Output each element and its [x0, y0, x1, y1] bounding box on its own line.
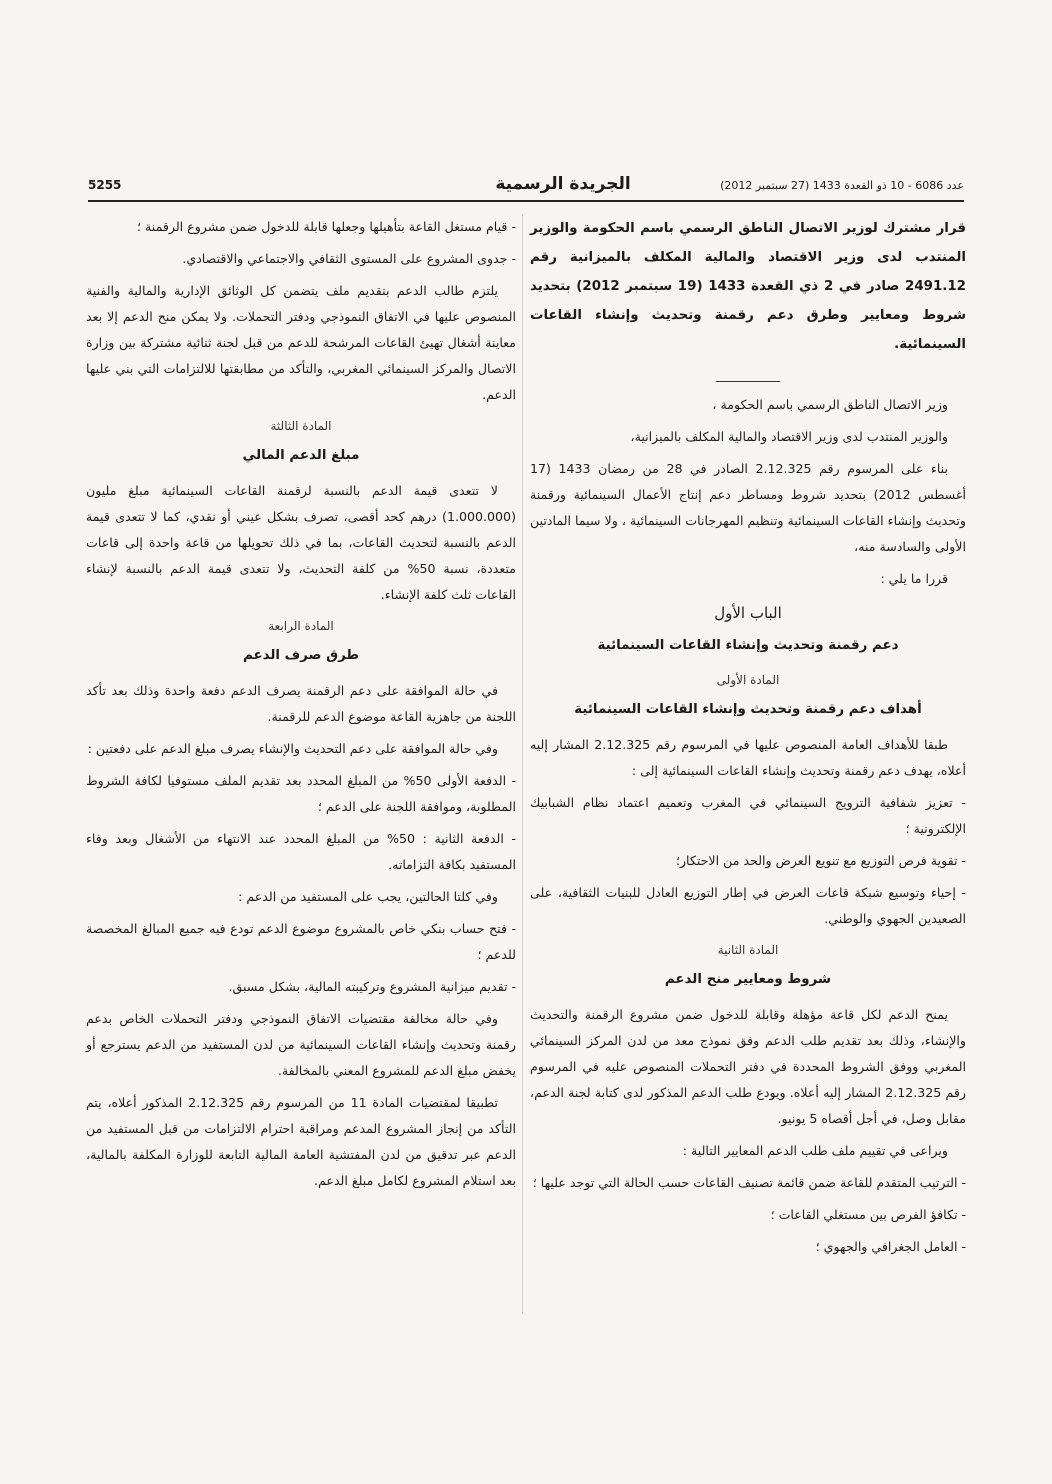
issue-info: عدد 6086 - 10 ذو القعدة 1433 (27 سبتمبر 2012) — [720, 179, 964, 192]
article-4-paragraph: تطبيقا لمقتضيات المادة 11 من المرسوم رقم 2.12.325 المذكور أعلاه، يتم التأكد من إنجاز المشروع المدعم ومراقبة احترام الالتزامات من قبل المستفيد من الدعم عبر تدقيق من لدن المفتشية العامة المالية التابعة للوزارة المكلفة بالمالية، بعد استلام المشروع لكامل مبلغ الدعم. — [86, 1095, 516, 1188]
article-1-title: أهداف دعم رقمنة وتحديث وإنشاء القاعات السينمائية — [574, 702, 922, 717]
article-3-label: المادة الثالثة — [270, 419, 332, 433]
installment-item: - الدفعة الثانية : 50% من المبلغ المحدد عند الانتهاء من الأشغال وبعد وفاء المستفيد بكافة التزاماته. — [86, 831, 516, 872]
article-1-text: طبقا للأهداف العامة المنصوص عليها في المرسوم رقم 2.12.325 المشار إليه أعلاه، يهدف دعم رقمنة وتحديث وإنشاء القاعات السينمائية إلى : — [530, 737, 966, 778]
article-4-paragraph: وفي حالة الموافقة على دعم التحديث والإنشاء يصرف مبلغ الدعم على دفعتين : — [87, 741, 498, 756]
right-column — [530, 214, 966, 1266]
journal-title: الجريدة الرسمية — [495, 174, 631, 194]
article-2-criterion: - الترتيب المتقدم للقاعة ضمن قائمة تصنيف القاعات حسب الحالة التي توجد عليها ؛ — [532, 1175, 966, 1190]
decree-title: قرار مشترك لوزير الاتصال الناطق الرسمي باسم الحكومة والوزير المنتدب لدى وزير الاقتصاد والمالية المكلف بالميزانية رقم 2491.12 صادر في 2 ذي القعدة 1433 (19 سبتمبر 2012) بتحديد شروط ومعايير وطرق دعم رقمنة وتحديث وإنشاء القاعات السينمائية. — [530, 221, 966, 352]
article-2-label: المادة الثانية — [717, 943, 779, 957]
left-column — [86, 214, 516, 1200]
obligation-item: - فتح حساب بنكي خاص بالمشروع موضوع الدعم تودع فيه جميع المبالغ المخصصة للدعم ؛ — [86, 921, 516, 962]
article-2-text: يمنح الدعم لكل قاعة مؤهلة وقابلة للدخول ضمن مشروع الرقمنة والتحديث والإنشاء، وذلك بعد تقديم طلب الدعم وفق نموذج معد من لدن المركز السينمائي المغربي ووفق الشروط المحددة في دفتر التحملات المنصوص عليه في المرسوم رقم 2.12.325 المشار إليه أعلاه. ويودع طلب الدعم المذكور لدى كتابة لجنة الدعم، مقابل وصل، في أجل أقصاه 5 يونيو. — [530, 1007, 966, 1126]
article-4-title: طرق صرف الدعم — [242, 648, 360, 663]
article-4-paragraph: وفي كلتا الحالتين، يجب على المستفيد من الدعم : — [238, 889, 498, 904]
article-3-text: لا تتعدى قيمة الدعم بالنسبة لرقمنة القاعات السينمائية مبلغ مليون (1.000.000) درهم كحد أقصى، تصرف بشكل عيني أو نقدي، كما لا تتعدى قيمة الدعم بالنسبة لتحديث القاعات، بما في ذلك تحويلها من قاعة واحدة إلى قاعات متعددة، نسبة 50% من كلفة التحديث، ولا تتعدى قيمة الدعم بالنسبة لإنشاء القاعات ثلث كلفة الإنشاء. — [86, 483, 516, 602]
minister-2: والوزير المنتدب لدى وزير الاقتصاد والمالية المكلف بالميزانية، — [630, 429, 948, 444]
article-1-item: - تقوية فرص التوزيع مع تنويع العرض والحد من الاحتكار؛ — [675, 853, 966, 868]
minister-1: وزير الاتصال الناطق الرسمي باسم الحكومة ، — [712, 397, 948, 412]
installment-item: - الدفعة الأولى 50% من المبلغ المحدد بعد تقديم الملف مستوفيا لكافة الشروط المطلوبة، وموافقة اللجنة على الدعم ؛ — [86, 773, 516, 814]
article-4-label: المادة الرابعة — [268, 619, 334, 633]
criterion-continued: - جدوى المشروع على المستوى الثقافي والاجتماعي والاقتصادي. — [182, 251, 516, 266]
commitment-paragraph: يلتزم طالب الدعم بتقديم ملف يتضمن كل الوثائق الإدارية والمالية والفنية المنصوص عليها في الاتفاق النموذجي ودفتر التحملات. ولا يمكن منح الدعم إلا بعد معاينة أشغال تهيئ القاعات المرشحة للدعم من قبل لجنة ثنائية مشتركة بين وزارة الاتصال والمركز السينمائي المغربي، والتأكد من مطابقتها للالتزامات التي بني عليها الدعم. — [86, 283, 516, 402]
bab-title: دعم رقمنة وتحديث وإنشاء القاعات السينمائية — [597, 638, 899, 653]
article-2-criterion: - تكافؤ الفرص بين مستغلي القاعات ؛ — [770, 1207, 966, 1222]
article-1-label: المادة الأولى — [716, 673, 780, 687]
column-divider — [522, 214, 523, 1314]
article-2-criterion: - العامل الجغرافي والجهوي ؛ — [815, 1239, 966, 1254]
article-2-title: شروط ومعايير منح الدعم — [664, 972, 832, 987]
bab-heading: الباب الأول — [714, 604, 782, 622]
decided-line: قررا ما يلي : — [880, 571, 948, 586]
page-number: 5255 — [88, 178, 122, 192]
separator — [716, 381, 780, 382]
article-3-title: مبلغ الدعم المالي — [242, 448, 360, 463]
obligation-item: - تقديم ميزانية المشروع وتركيبته المالية، بشكل مسبق. — [228, 979, 516, 994]
article-4-paragraph: في حالة الموافقة على دعم الرقمنة يصرف الدعم دفعة واحدة وذلك بعد تأكد اللجنة من جاهزية القاعة موضوع الدعم للرقمنة. — [86, 683, 516, 724]
preamble: بناء على المرسوم رقم 2.12.325 الصادر في 28 من رمضان 1433 (17 أغسطس 2012) بتحديد شروط ومساطر دعم إنتاج الأعمال السينمائية ورقمنة وتحديث وإنشاء القاعات السينمائية وتنظيم المهرجانات السينمائية ، ولا سيما المادتين الأولى والسادسة منه، — [530, 461, 966, 554]
article-2-criteria-intro: ويراعى في تقييم ملف طلب الدعم المعايير التالية : — [682, 1143, 948, 1158]
criterion-continued: - قيام مستغل القاعة بتأهيلها وجعلها قابلة للدخول ضمن مشروع الرقمنة ؛ — [137, 219, 516, 234]
article-4-paragraph: وفي حالة مخالفة مقتضيات الاتفاق النموذجي ودفتر التحملات الخاص بدعم رقمنة وتحديث وإنشاء القاعات السينمائية من لدن المستفيد من الدعم يسترجع أو يخفض مبلغ الدعم للمشروع المعني بالمخالفة. — [86, 1011, 516, 1078]
article-1-item: - تعزيز شفافية الترويج السينمائي في المغرب وتعميم اعتماد نظام الشبابيك الإلكترونية ؛ — [530, 795, 966, 836]
page-header — [88, 176, 964, 202]
article-1-item: - إحياء وتوسيع شبكة قاعات العرض في إطار التوزيع العادل للبنيات الثقافية، على الصعيدين الجهوي والوطني. — [530, 885, 966, 926]
